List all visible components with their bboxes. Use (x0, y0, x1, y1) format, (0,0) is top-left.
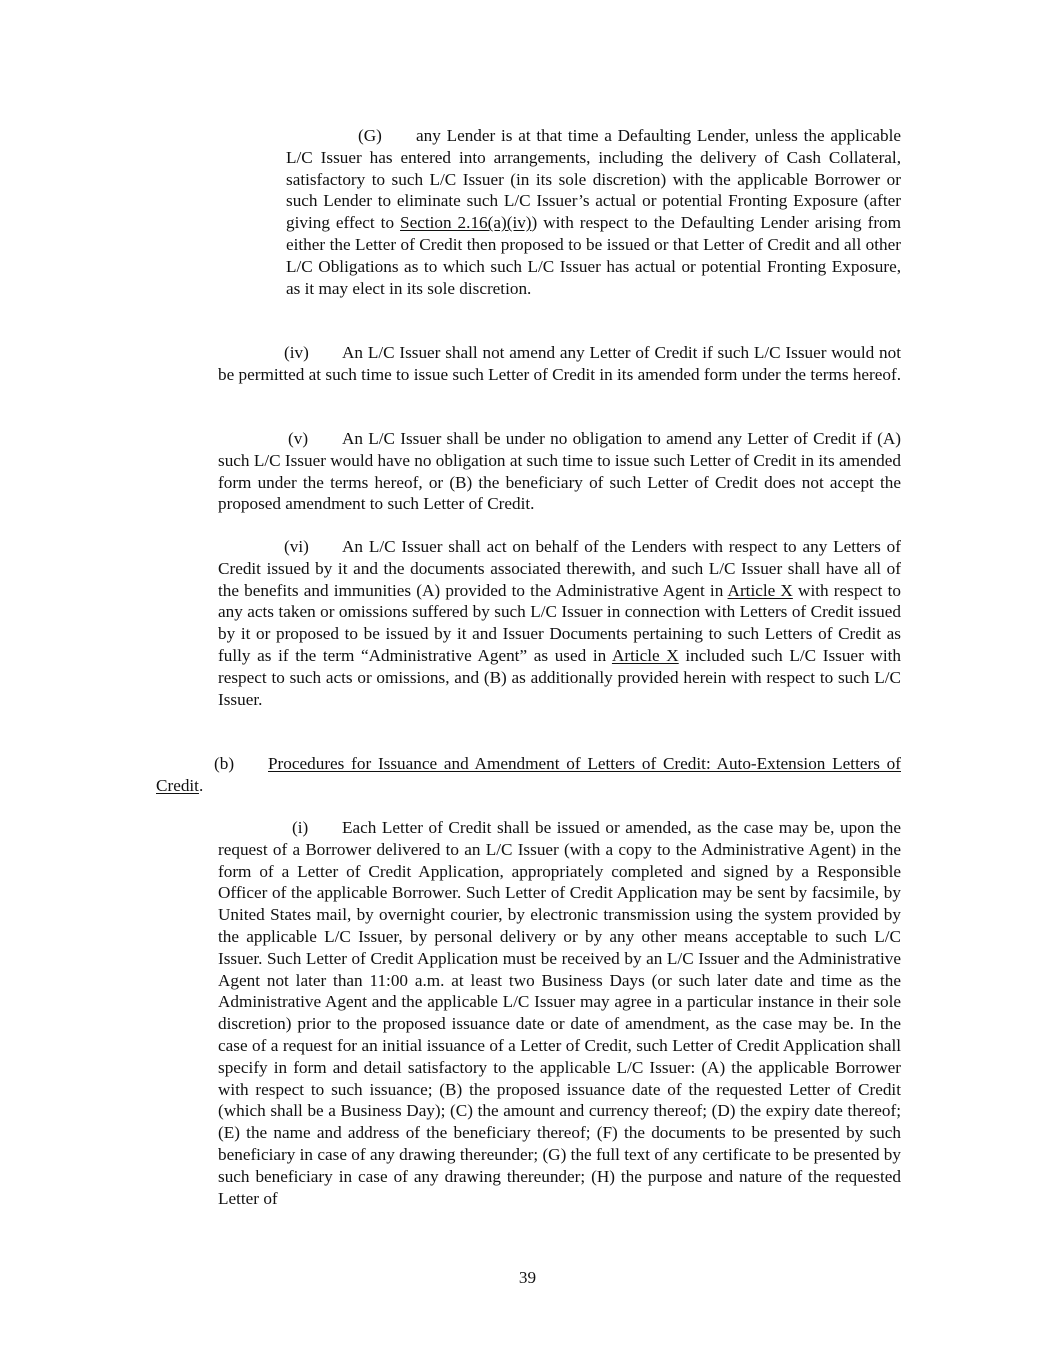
clause-i-text: Each Letter of Credit shall be issued or amended, as the case may be, upon the request of a Borrower delivered to an L/C Issuer (with a copy to the Administrative Agent) in the form of a Letter of Credit Application, appropriately completed and signed by a Responsible Officer of the applicable Borrower. Such Letter of Credit Application may be sent by facsimile, by United States mail, by overnight courier, by electronic transmission using the system provided by the applicable L/C Issuer, by personal delivery or by any other means acceptable to such L/C Issuer. Such Letter of Credit Application must be received by an L/C Issuer and the Administrative Agent not later than 11:00 a.m. at least two Business Days (or such later date and time as the Administrative Agent and the applicable L/C Issuer may agree in a particular instance in their sole discretion) prior to the proposed issuance date or date of amendment, as the case may be. In the case of a request for an initial issuance of a Letter of Credit, such Letter of Credit Application shall specify in form and detail satisfactory to the applicable L/C Issuer: (A) the applicable Borrower with respect to such issuance; (B) the proposed issuance date of the requested Letter of Credit (which shall be a Business Day); (C) the amount and currency thereof; (D) the expiry date thereof; (E) the name and address of the beneficiary thereof; (F) the documents to be presented by such beneficiary in case of any drawing thereunder; (G) the full text of any certificate to be presented by such beneficiary in case of any drawing thereunder; (H) the purpose and nature of the requested Letter of (218, 818, 901, 1208)
clause-iv-label: (iv) (284, 343, 309, 362)
article-x-reference: Article X (727, 580, 793, 600)
clause-iv-text: An L/C Issuer shall not amend any Letter of Credit if such L/C Issuer would not be permitted at such time to issue such Letter of Credit in its amended form under the terms hereof. (218, 343, 902, 384)
clause-v-text: An L/C Issuer shall be under no obligation to amend any Letter of Credit if (A) such L/C Issuer would have no obligation at such time to issue such Letter of Credit in its amended form under the terms hereof, or (B) the beneficiary of such Letter of Credit does not accept the proposed amendment to such Letter of Credit. (218, 429, 901, 514)
section-b-trailing-period: . (198, 775, 204, 795)
clause-v-paragraph (218, 428, 901, 515)
clause-g-text-2: ) with respect to the Defaulting Lender arising from either the Letter of Credit then proposed to be issued or that Letter of Credit and all other L/C Obligations as to which such L/C Issuer has actual or potential Fronting Exposure, as it may elect in its sole discretion. (286, 213, 902, 298)
clause-g-paragraph (286, 125, 901, 299)
clause-g-label: (G) (358, 126, 382, 145)
page-number: 39 (518, 1268, 537, 1287)
section-b-label: (b) (214, 754, 235, 773)
clause-i-paragraph (218, 817, 901, 1209)
clause-i-label: (i) (292, 818, 309, 837)
section-2-16-reference: Section 2.16(a)(iv) (400, 213, 532, 233)
clause-vi-label: (vi) (284, 537, 309, 556)
section-b-heading-paragraph (156, 753, 901, 797)
clause-vi-paragraph (218, 536, 901, 710)
clause-vi-text-1: An L/C Issuer shall act on behalf of the Lenders with respect to any Letters of Credit issued by it and the documents associated therewith, and such L/C Issuer shall have all of the benefits and immunities (A) provided to the Administrative Agent in (218, 537, 901, 600)
clause-vi-text-2: with respect to any acts taken or omissions suffered by such L/C Issuer in connection with Letters of Credit issued by it or proposed to be issued by it and Issuer Documents pertaining to such Letters of Credit as fully as if the term “Administrative Agent” as used in (218, 580, 901, 665)
clause-g-text-1: any Lender is at that time a Defaulting Lender, unless the applicable L/C Issuer has entered into arrangements, including the delivery of Cash Collateral, satisfactory to such L/C Issuer (in its sole discretion) with the applicable Borrower or such Lender to eliminate such L/C Issuer’s actual or potential Fronting Exposure (after giving effect to (286, 126, 901, 233)
clause-v-label: (v) (288, 429, 309, 448)
clause-vi-text-3: included such L/C Issuer with respect to such acts or omissions, and (B) as additionally provided herein with respect to such L/C Issuer. (218, 645, 901, 709)
article-x-reference: Article X (611, 645, 679, 665)
section-b-heading: Procedures for Issuance and Amendment of Letters of Credit: Auto-Extension Letters of Credit (156, 754, 901, 795)
clause-iv-paragraph (218, 342, 901, 386)
